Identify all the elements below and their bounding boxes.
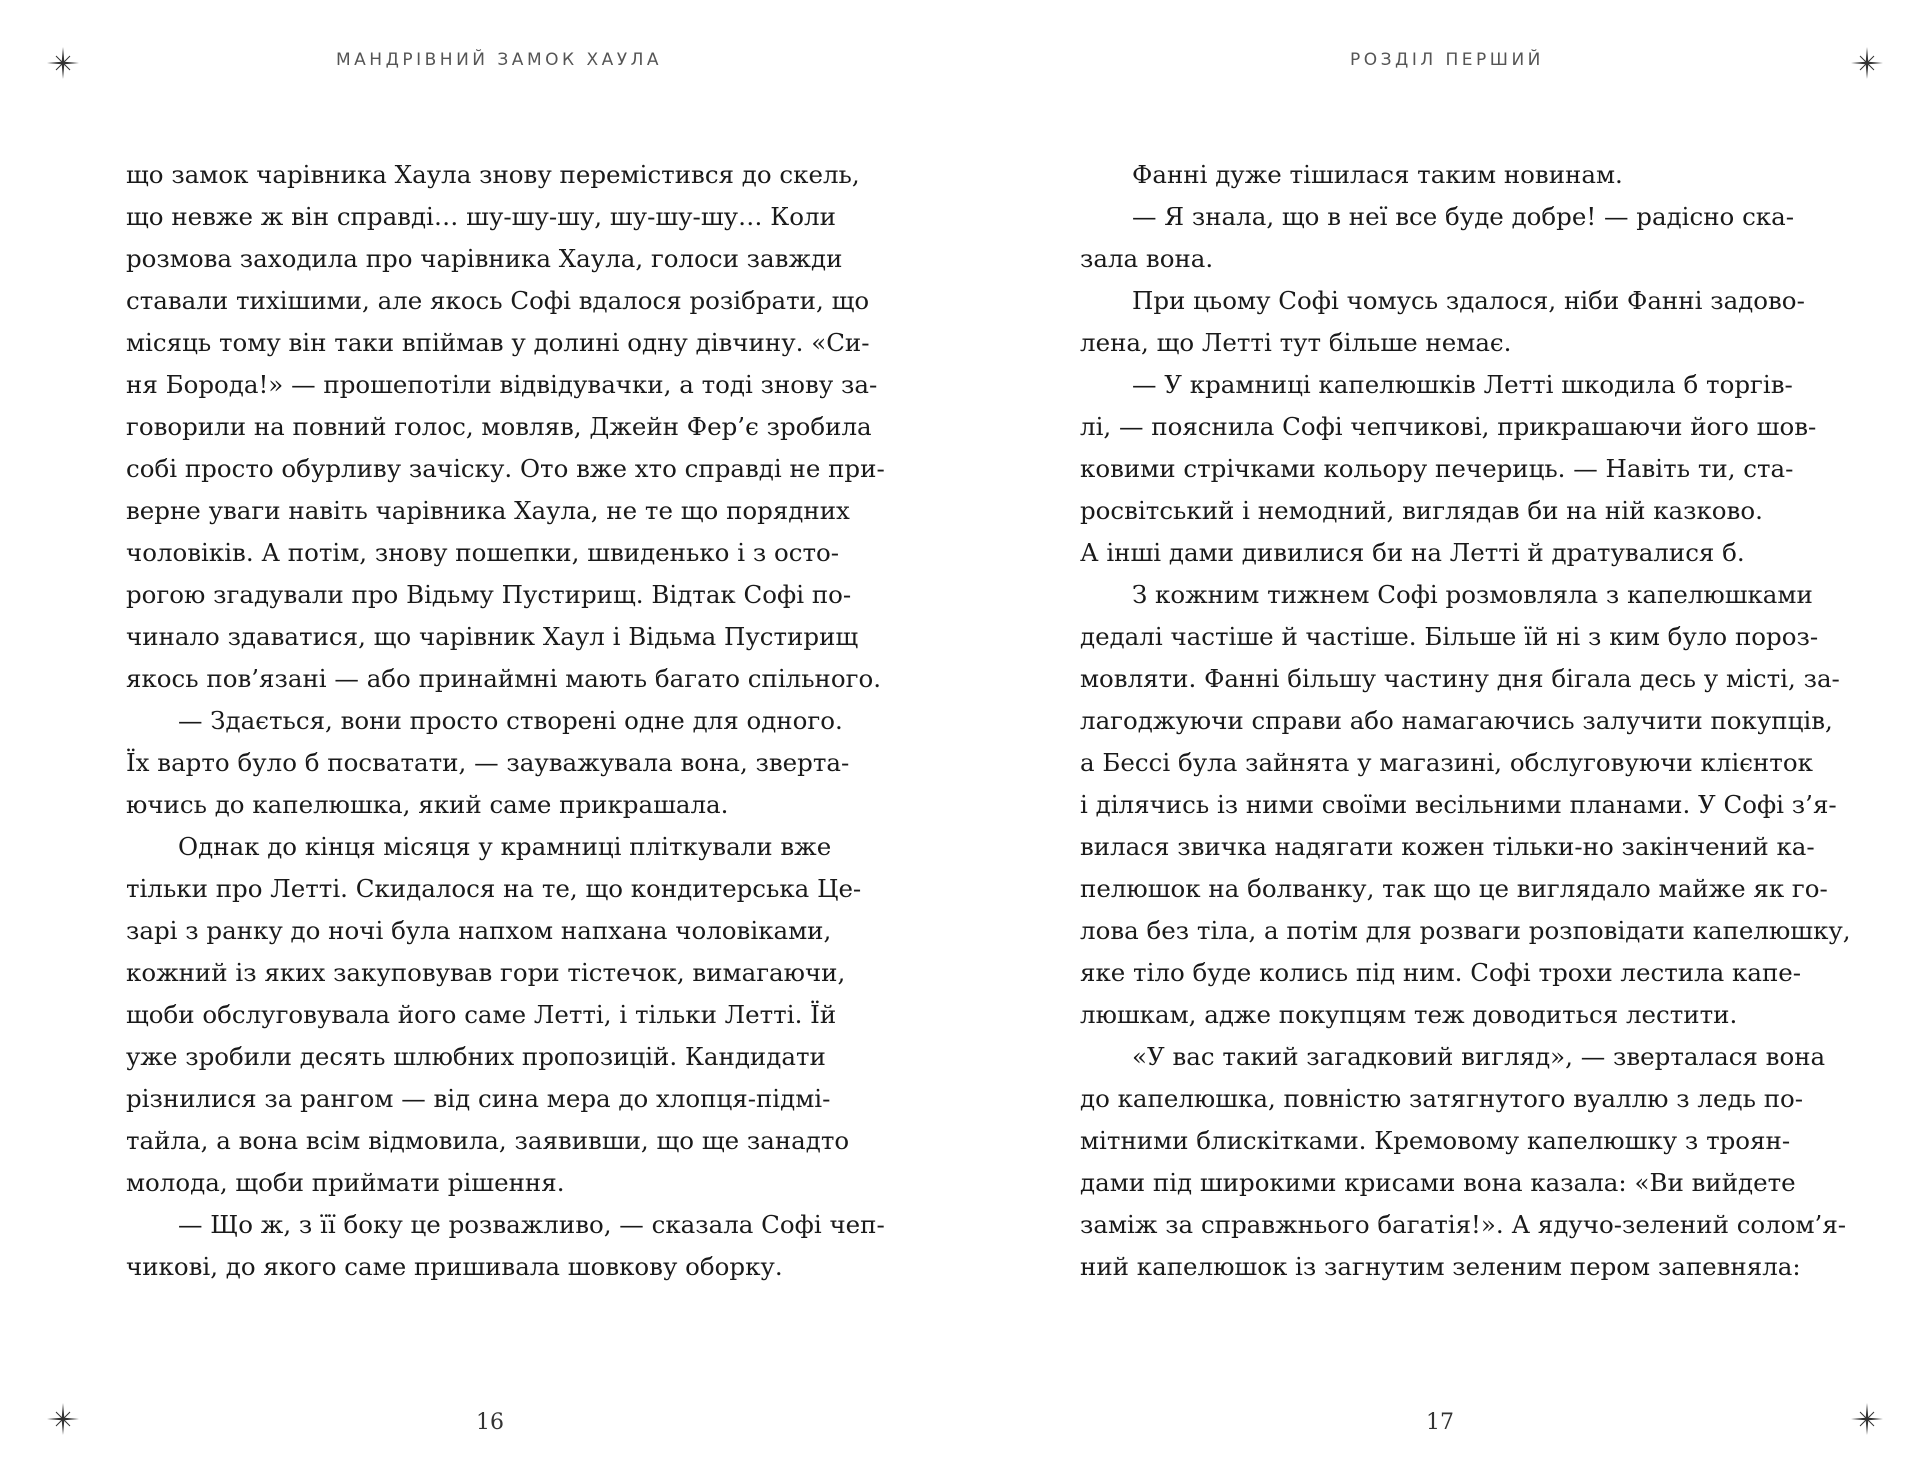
text-line: якось пов’язані — або принаймні мають багато спільного. (126, 664, 882, 693)
text-line: При цьому Софі чомусь здалося, ніби Фанні задово- (1132, 286, 1805, 315)
text-line: пелюшок на болванку, так що це виглядало майже як го- (1080, 874, 1828, 903)
text-line: — Здається, вони просто створені одне для одного. (178, 706, 843, 735)
text-line: мовляти. Фанні більшу частину дня бігала десь у місті, за- (1080, 664, 1840, 693)
text-line: Їх варто було б посватати, — зауважувала вона, зверта- (126, 748, 850, 777)
text-line: ня Борода!» — прошепотіли відвідувачки, а тоді знову за- (126, 370, 878, 399)
page-number: 16 (476, 1410, 504, 1435)
text-line: лі, — пояснила Софі чепчикові, прикрашаючи його шов- (1080, 412, 1817, 441)
text-line: «У вас такий загадковий вигляд», — зверталася вона (1132, 1042, 1826, 1071)
text-line: чикові, до якого саме пришивала шовкову оборку. (126, 1252, 783, 1281)
text-line: люшкам, адже покупцям теж доводиться лестити. (1080, 1000, 1738, 1029)
text-line: що невже ж він справді… шу-шу-шу, шу-шу-шу… Коли (126, 202, 836, 231)
text-line: мітними блискітками. Кремовому капелюшку з троян- (1080, 1126, 1791, 1155)
text-line: ставали тихішими, але якось Софі вдалося розібрати, що (126, 286, 870, 315)
text-line: кожний із яких закуповував гори тістечок, вимагаючи, (126, 958, 846, 987)
text-line: а Бессі була зайнята у магазині, обслуговуючи клієнток (1080, 748, 1813, 777)
text-line: дедалі частіше й частіше. Більше їй ні з ким було пороз- (1080, 622, 1819, 651)
text-line: чинало здаватися, що чарівник Хаул і Відьма Пустирищ (126, 622, 859, 651)
four-point-star-icon (1850, 1402, 1884, 1436)
text-line: верне уваги навіть чарівника Хаула, не те що порядних (126, 496, 850, 525)
four-point-star-icon (1850, 46, 1884, 80)
text-line: зала вона. (1080, 244, 1214, 273)
four-point-star-icon (46, 1402, 80, 1436)
text-line: лова без тіла, а потім для розваги розповідати капелюшку, (1080, 916, 1851, 945)
text-line: заміж за справжнього багатія!». А ядучо-зелений солом’я- (1080, 1210, 1847, 1239)
text-line: — У крамниці капелюшків Летті шкодила б торгів- (1132, 370, 1793, 399)
text-line: говорили на повний голос, мовляв, Джейн Фер’є зробила (126, 412, 872, 441)
text-line: вилася звичка надягати кожен тільки-но закінчений ка- (1080, 832, 1815, 861)
text-line: — Я знала, що в неї все буде добре! — радісно ска- (1132, 202, 1795, 231)
text-line: лагоджуючи справи або намагаючись залучити покупців, (1080, 706, 1833, 735)
text-line: молода, щоби приймати рішення. (126, 1168, 565, 1197)
text-line: Фанні дуже тішилася таким новинам. (1132, 160, 1623, 189)
text-line: щоби обслуговувала його саме Летті, і тільки Летті. Їй (126, 1000, 837, 1029)
right-page-text (1080, 154, 1851, 1288)
text-line: чоловіків. А потім, знову пошепки, швиденько і з осто- (126, 538, 840, 567)
text-line: ючись до капелюшка, який саме прикрашала. (126, 790, 729, 819)
text-line: тільки про Летті. Скидалося на те, що кондитерська Це- (126, 874, 862, 903)
text-line: розмова заходила про чарівника Хаула, голоси завжди (126, 244, 843, 273)
text-line: тайла, а вона всім відмовила, заявивши, що ще занадто (126, 1126, 850, 1155)
four-point-star-icon (46, 46, 80, 80)
text-line: Однак до кінця місяця у крамниці пліткували вже (178, 832, 832, 861)
running-head-book-title: МАНДРІВНИЙ ЗАМОК ХАУЛА (336, 50, 663, 70)
text-line: З кожним тижнем Софі розмовляла з капелюшками (1132, 580, 1813, 609)
text-line: собі просто обурливу зачіску. Ото вже хто справді не при- (126, 454, 885, 483)
running-head-chapter-title: РОЗДІЛ ПЕРШИЙ (1350, 50, 1544, 70)
page-number: 17 (1426, 1410, 1454, 1435)
text-line: уже зробили десять шлюбних пропозицій. Кандидати (126, 1042, 826, 1071)
right-page (960, 0, 1920, 1477)
text-line: і ділячись із ними своїми весільними планами. У Софі з’я- (1080, 790, 1837, 819)
left-page-text (126, 154, 885, 1288)
text-line: зарі з ранку до ночі була напхом напхана чоловіками, (126, 916, 832, 945)
text-line: ковими стрічками кольору печериць. — Навіть ти, ста- (1080, 454, 1794, 483)
text-line: різнилися за рангом — від сина мера до хлопця-підмі- (126, 1084, 831, 1113)
text-line: рогою згадували про Відьму Пустирищ. Відтак Софі по- (126, 580, 852, 609)
text-line: що замок чарівника Хаула знову переміcтився до скель, (126, 160, 860, 189)
text-line: лена, що Летті тут більше немає. (1080, 328, 1512, 357)
text-line: А інші дами дивилися би на Летті й дратувалися б. (1080, 538, 1745, 567)
text-line: росвітський і немодний, виглядав би на ній казково. (1080, 496, 1763, 525)
text-line: ний капелюшок із загнутим зеленим пером запевняла: (1080, 1252, 1801, 1281)
text-line: дами під широкими крисами вона казала: «Ви вийдете (1080, 1168, 1796, 1197)
text-line: — Що ж, з її боку це розважливо, — сказала Софі чеп- (178, 1210, 885, 1239)
text-line: яке тіло буде колись під ним. Софі трохи лестила капе- (1080, 958, 1802, 987)
text-line: місяць тому він таки впіймав у долині одну дівчину. «Си- (126, 328, 870, 357)
text-line: до капелюшка, повністю затягнутого вуаллю з ледь по- (1080, 1084, 1804, 1113)
